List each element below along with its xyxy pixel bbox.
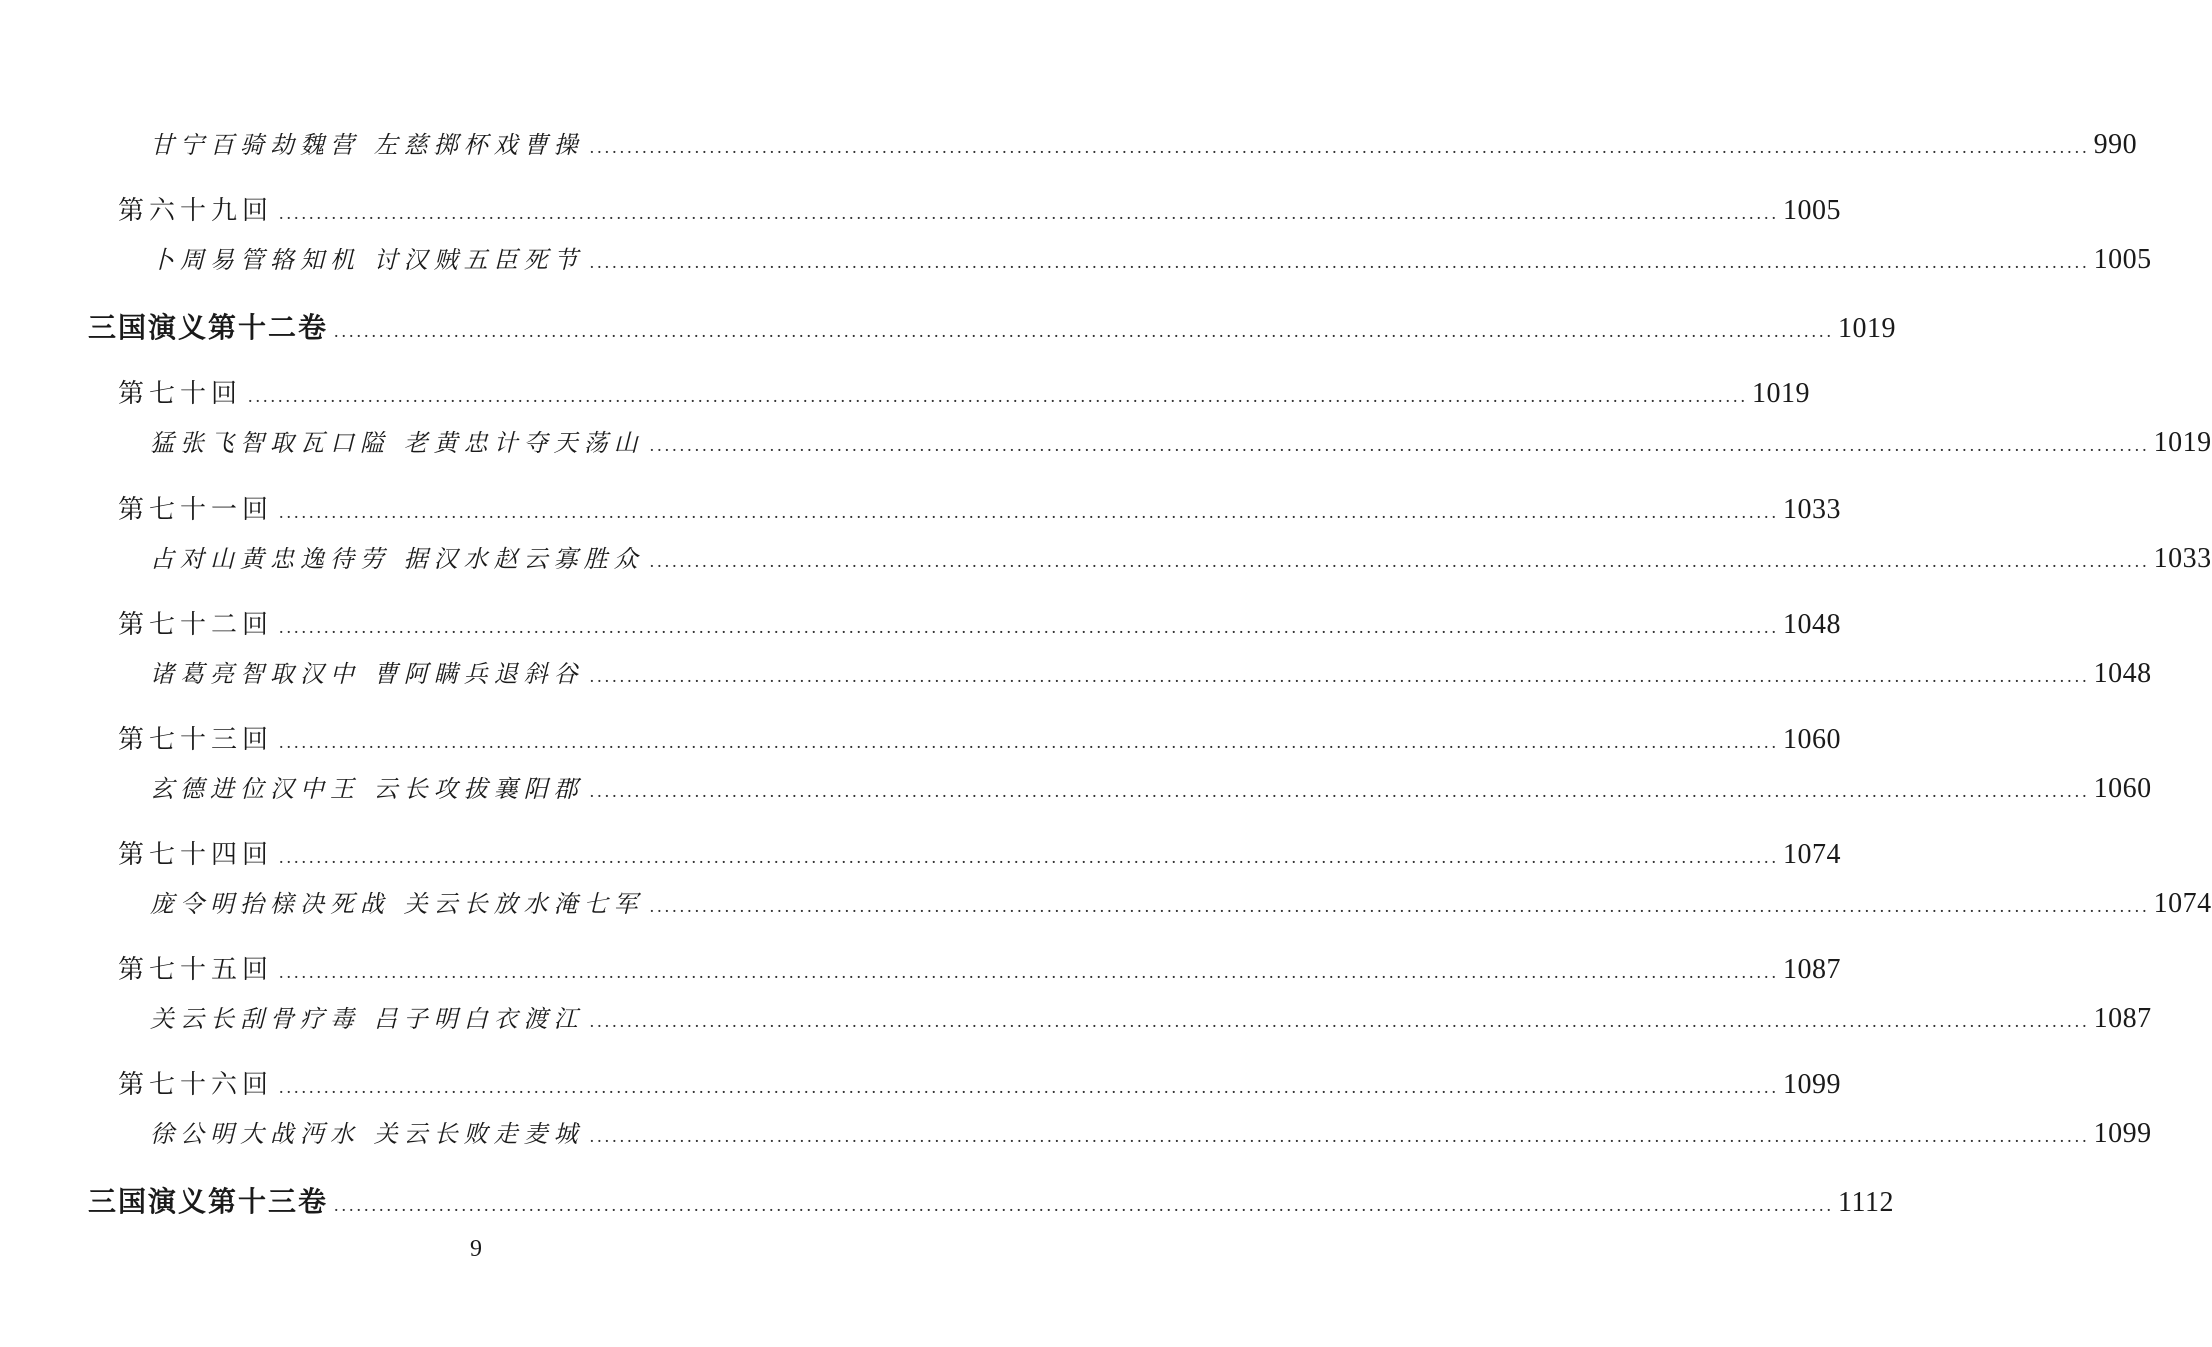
dot-leader: ........................................................................................................................................................................................................ (334, 1195, 1835, 1215)
toc-entry-title: 第七十回 (118, 379, 243, 409)
toc-entry-page: 1033 (2153, 543, 2212, 574)
toc-entry-chapter[interactable] (118, 720, 1842, 760)
toc-entry-title: 第七十五回 (118, 955, 274, 985)
toc-entry-page: 1060 (2093, 773, 2152, 804)
dot-leader: ........................................................................................................................................................................................................ (334, 321, 1835, 341)
toc-entry-title: 庞令明抬榇决死战 关云长放水淹七军 (150, 890, 644, 918)
dot-leader: ........................................................................................................................................................................................................ (649, 435, 2150, 455)
toc-entry-page: 1074 (2153, 888, 2212, 919)
toc-entry-title: 玄德进位汉中王 云长攻拔襄阳郡 (150, 775, 584, 803)
toc-entry-page: 1019 (2153, 427, 2212, 458)
toc-entry-chapter[interactable] (118, 835, 1842, 875)
dot-leader: ........................................................................................................................................................................................................ (279, 617, 1780, 637)
toc-entry-chapter[interactable] (118, 1065, 1842, 1105)
dot-leader: ........................................................................................................................................................................................................ (589, 137, 2090, 157)
toc-entry-volume[interactable] (88, 1182, 1894, 1222)
toc-entry-title: 第七十三回 (118, 725, 274, 755)
toc-entry-page: 1099 (1783, 1069, 1842, 1100)
toc-entry-page: 1087 (2093, 1003, 2152, 1034)
toc-entry-page: 1060 (1783, 724, 1842, 755)
toc-entry-chapter[interactable] (118, 191, 1842, 231)
toc-entry-title: 占对山黄忠逸待劳 据汉水赵云寡胜众 (150, 545, 644, 573)
toc-entry-sub[interactable] (150, 654, 2152, 694)
dot-leader: ........................................................................................................................................................................................................ (649, 551, 2150, 571)
toc-entry-title: 第七十一回 (118, 495, 274, 525)
toc-entry-page: 1112 (1838, 1187, 1894, 1218)
dot-leader: ........................................................................................................................................................................................................ (279, 203, 1780, 223)
toc-entry-page: 1087 (1783, 954, 1842, 985)
toc-entry-sub[interactable] (150, 999, 2152, 1039)
toc-entry-title: 卜周易管辂知机 讨汉贼五臣死节 (150, 246, 584, 274)
toc-entry-page: 1005 (2093, 244, 2152, 275)
toc-entry-chapter[interactable] (118, 950, 1842, 990)
toc-entry-title: 第七十六回 (118, 1070, 274, 1100)
dot-leader: ........................................................................................................................................................................................................ (649, 896, 2150, 916)
toc-entry-title: 第七十四回 (118, 840, 274, 870)
dot-leader: ........................................................................................................................................................................................................ (279, 1077, 1780, 1097)
toc-entry-page: 1048 (1783, 609, 1842, 640)
toc-entry-sub[interactable] (150, 125, 2138, 165)
toc-entry-title: 第七十二回 (118, 610, 274, 640)
dot-leader: ........................................................................................................................................................................................................ (279, 962, 1780, 982)
toc-entry-chapter[interactable] (118, 490, 1842, 530)
toc-entry-sub[interactable] (150, 423, 2212, 463)
toc-entry-page: 990 (2093, 129, 2138, 160)
page-number: 9 (470, 1236, 482, 1262)
toc-entry-chapter[interactable] (118, 605, 1842, 645)
toc-entry-title: 甘宁百骑劫魏营 左慈掷杯戏曹操 (150, 131, 584, 159)
toc-entry-sub[interactable] (150, 769, 2152, 809)
toc-entry-chapter[interactable] (118, 374, 1811, 414)
toc-entry-page: 1099 (2093, 1118, 2152, 1149)
toc-entry-title: 三国演义第十三卷 (88, 1185, 329, 1218)
toc-entry-page: 1019 (1752, 378, 1811, 409)
toc-entry-page: 1033 (1783, 494, 1842, 525)
dot-leader: ........................................................................................................................................................................................................ (279, 732, 1780, 752)
toc-entry-title: 诸葛亮智取汉中 曹阿瞒兵退斜谷 (150, 660, 584, 688)
toc-entry-sub[interactable] (150, 240, 2152, 280)
dot-leader: ........................................................................................................................................................................................................ (589, 1126, 2090, 1146)
dot-leader: ........................................................................................................................................................................................................ (248, 386, 1749, 406)
dot-leader: ........................................................................................................................................................................................................ (589, 252, 2090, 272)
toc-entry-volume[interactable] (88, 308, 1897, 348)
toc-entry-title: 关云长刮骨疗毒 吕子明白衣渡江 (150, 1005, 584, 1033)
dot-leader: ........................................................................................................................................................................................................ (589, 1011, 2090, 1031)
toc-entry-title: 猛张飞智取瓦口隘 老黄忠计夺天荡山 (150, 429, 644, 457)
toc-entry-sub[interactable] (150, 539, 2212, 579)
toc-entry-title: 徐公明大战沔水 关云长败走麦城 (150, 1120, 584, 1148)
toc-entry-page: 1019 (1838, 313, 1897, 344)
dot-leader: ........................................................................................................................................................................................................ (279, 847, 1780, 867)
toc-entry-sub[interactable] (150, 884, 2212, 924)
toc-entry-sub[interactable] (150, 1114, 2152, 1154)
toc-entry-title: 三国演义第十二卷 (88, 311, 329, 344)
toc-entry-page: 1048 (2093, 658, 2152, 689)
dot-leader: ........................................................................................................................................................................................................ (589, 781, 2090, 801)
toc-entry-page: 1074 (1783, 839, 1842, 870)
toc-entry-page: 1005 (1783, 195, 1842, 226)
dot-leader: ........................................................................................................................................................................................................ (279, 502, 1780, 522)
dot-leader: ........................................................................................................................................................................................................ (589, 666, 2090, 686)
toc-entry-title: 第六十九回 (118, 196, 274, 226)
